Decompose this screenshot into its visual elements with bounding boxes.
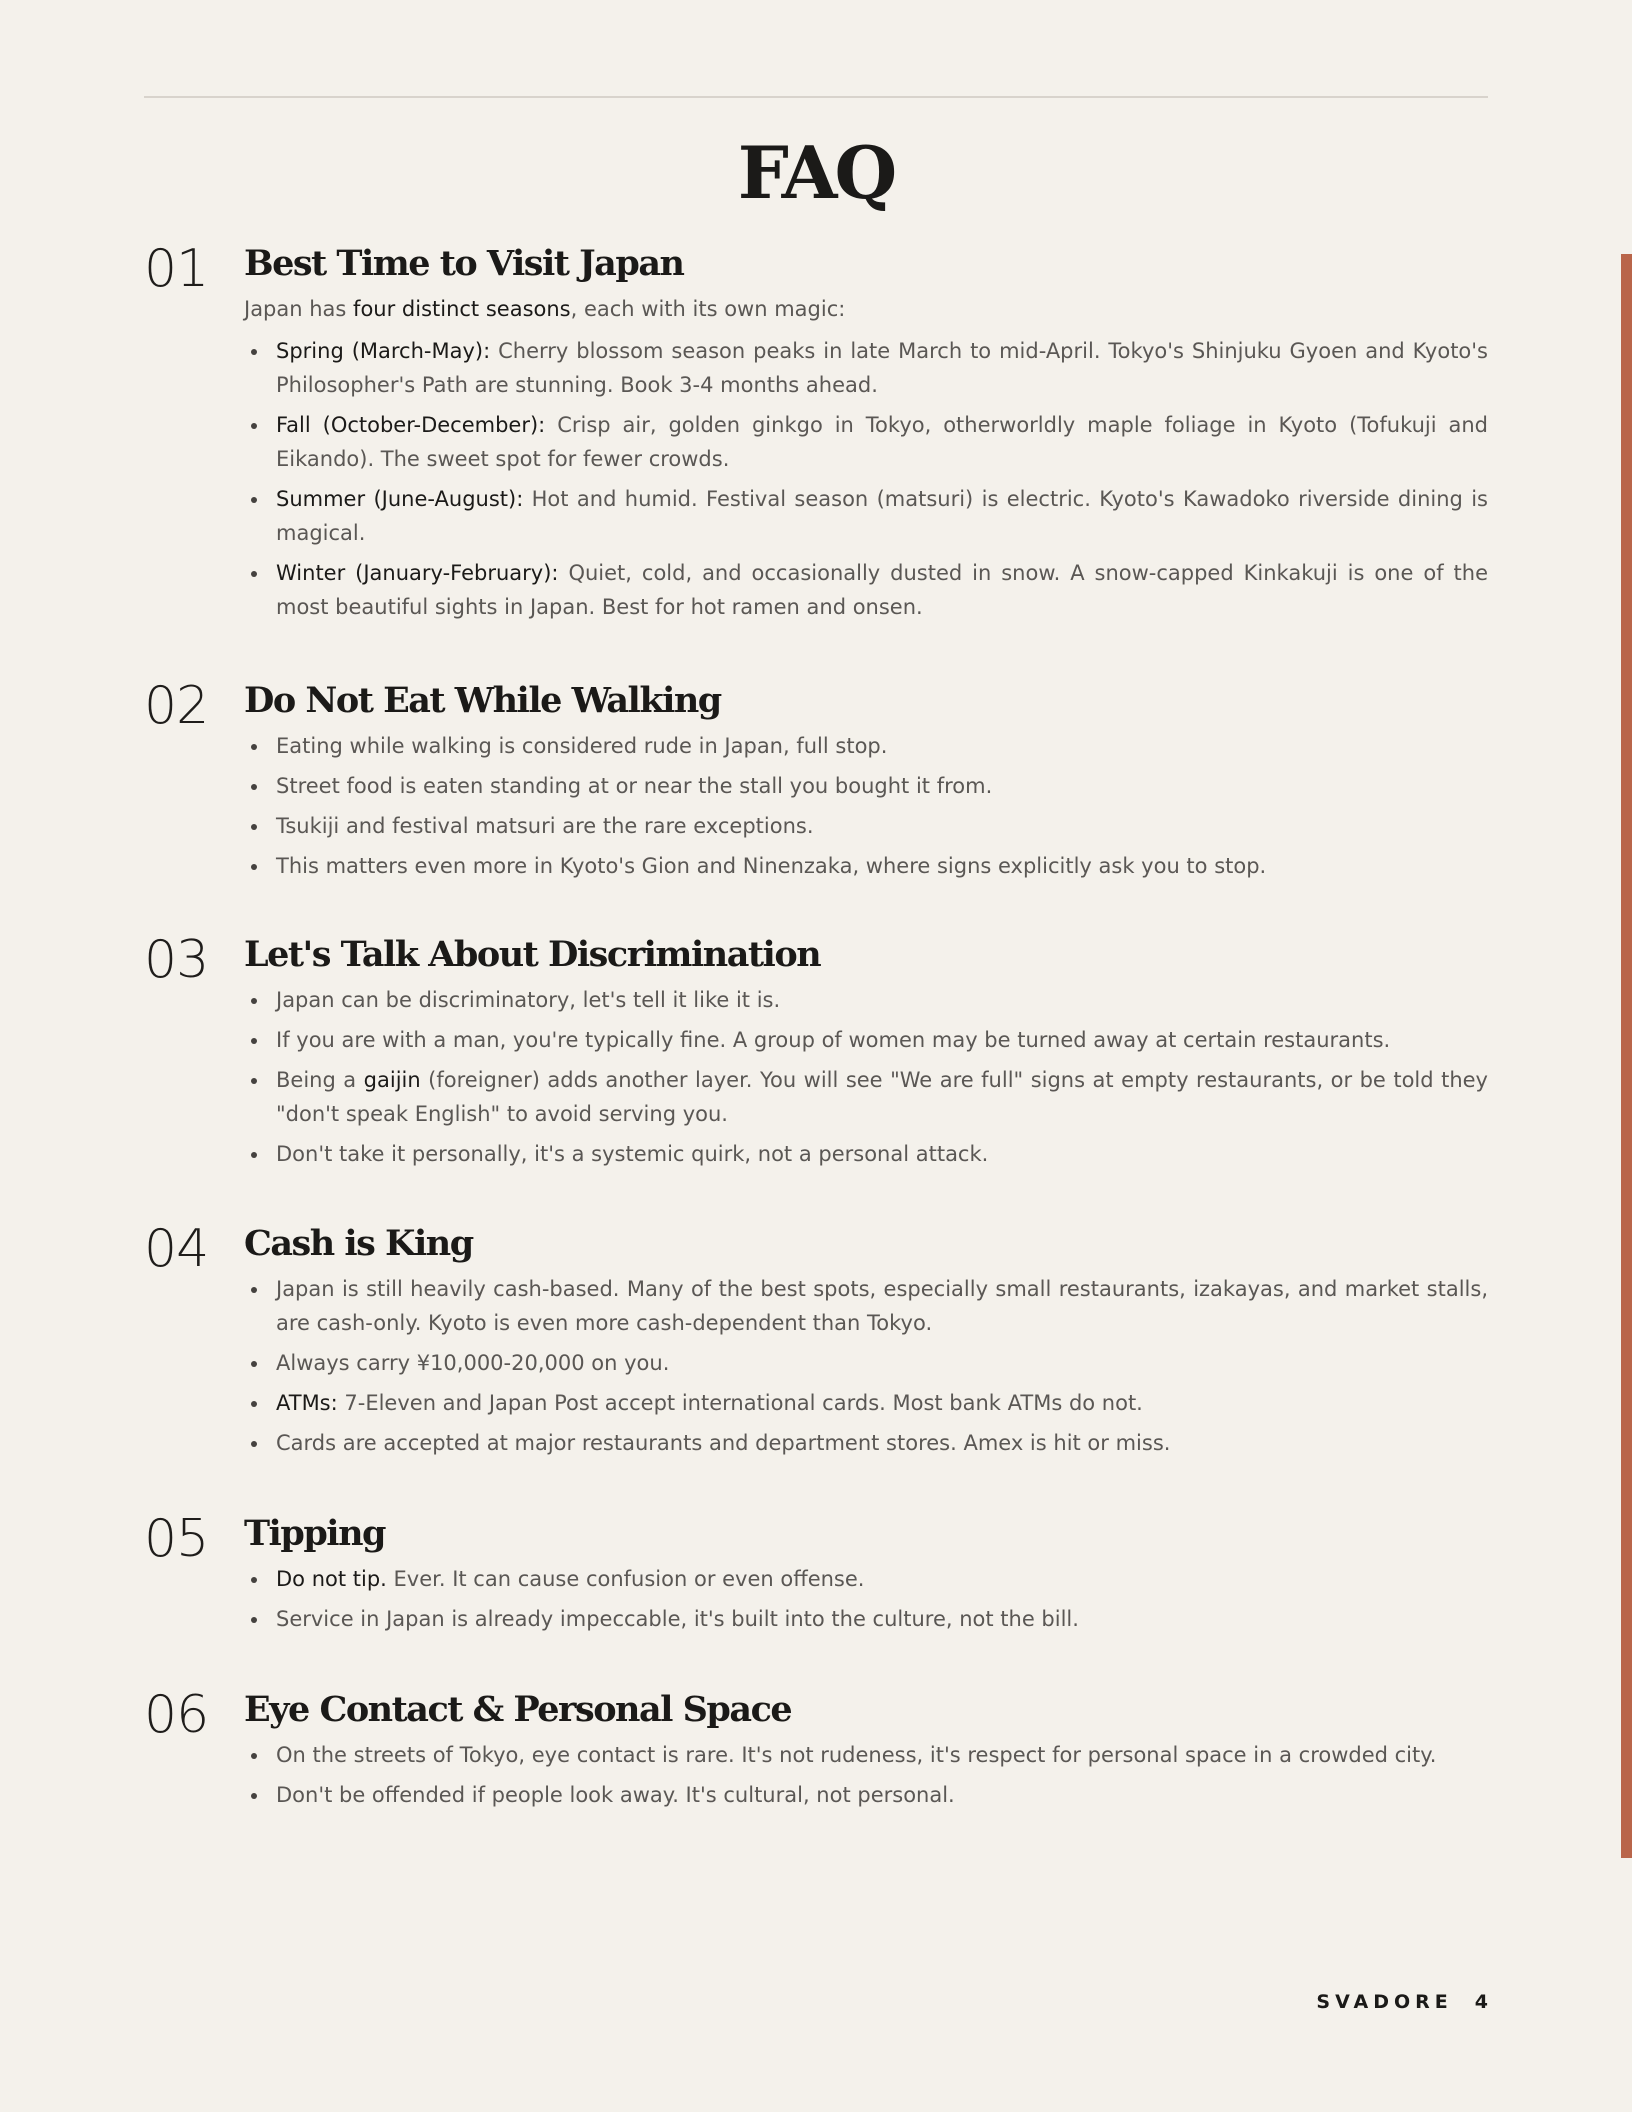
list-item: Eating while walking is considered rude in Japan, full stop. [244, 729, 1488, 763]
list-item: This matters even more in Kyoto's Gion and Ninenzaka, where signs explicitly ask you to stop. [244, 849, 1488, 883]
page-number: 4 [1474, 1991, 1488, 2013]
section-heading: Do Not Eat While Walking [244, 680, 721, 721]
section-heading: Best Time to Visit Japan [244, 243, 684, 284]
section-number: 05 [144, 1509, 209, 1569]
list-item [244, 334, 1488, 402]
item-text: Ever. It can cause confusion or even offense. [386, 1567, 865, 1591]
list-item: Street food is eaten standing at or near the stall you bought it from. [244, 769, 1488, 803]
section-content [244, 931, 1488, 1177]
section-intro [244, 292, 1488, 326]
item-text: Hot and humid. Festival season (matsuri) is electric. Kyoto's Kawadoko riverside dining is magical. [276, 487, 1488, 545]
section-heading: Let's Talk About Discrimination [244, 934, 821, 975]
item-text: Cherry blossom season peaks in late March to mid-April. Tokyo's Shinjuku Gyoen and Kyoto's Philosopher's Path are stunning. Book 3-4 months ahead. [276, 339, 1488, 397]
bullet-list [244, 1272, 1488, 1460]
intro-emphasis: four distinct seasons [353, 297, 571, 321]
list-item: Japan is still heavily cash-based. Many of the best spots, especially small restaurants, izakayas, and market stalls, are cash-only. Kyoto is even more cash-dependent than Tokyo. [244, 1272, 1488, 1340]
list-item: Always carry ¥10,000-20,000 on you. [244, 1346, 1488, 1380]
page-title: FAQ [737, 130, 895, 215]
section-content [244, 1510, 1488, 1642]
list-item: Japan can be discriminatory, let's tell it like it is. [244, 983, 1488, 1017]
list-item [244, 482, 1488, 550]
section-number: 01 [144, 239, 209, 299]
section-number: 06 [144, 1685, 209, 1745]
section-number: 02 [144, 676, 209, 736]
item-emphasis: gaijin [363, 1068, 421, 1092]
item-text: 7-Eleven and Japan Post accept international cards. Most bank ATMs do not. [337, 1391, 1143, 1415]
top-divider [144, 96, 1488, 98]
item-label: Summer (June-August): [276, 487, 524, 511]
footer-brand: SVADORE [1316, 1991, 1453, 2013]
list-item: Don't be offended if people look away. It's cultural, not personal. [244, 1778, 1488, 1812]
item-text: Quiet, cold, and occasionally dusted in snow. A snow-capped Kinkakuji is one of the most beautiful sights in Japan. Best for hot ramen and onsen. [276, 561, 1488, 619]
list-item: On the streets of Tokyo, eye contact is rare. It's not rudeness, it's respect for personal space in a crowded city. [244, 1738, 1488, 1772]
list-item [244, 556, 1488, 624]
list-item: Service in Japan is already impeccable, it's built into the culture, not the bill. [244, 1602, 1488, 1636]
list-item: If you are with a man, you're typically fine. A group of women may be turned away at certain restaurants. [244, 1023, 1488, 1057]
item-label: Winter (January-February): [276, 561, 559, 585]
section-content [244, 677, 1488, 889]
item-label: ATMs: [276, 1391, 338, 1415]
list-item [244, 408, 1488, 476]
list-item [244, 1562, 1488, 1596]
intro-text: , each with its own magic: [570, 297, 846, 321]
item-label: Spring (March-May): [276, 339, 491, 363]
list-item [244, 1386, 1488, 1420]
bullet-list [244, 983, 1488, 1171]
list-item [244, 1063, 1488, 1131]
bullet-list [244, 334, 1488, 624]
item-text: Crisp air, golden ginkgo in Tokyo, otherworldly maple foliage in Kyoto (Tofukuji and Eikando). The sweet spot for fewer crowds. [276, 413, 1489, 471]
bullet-list [244, 729, 1488, 883]
section-content [244, 1220, 1488, 1466]
bullet-list [244, 1738, 1488, 1812]
item-text: (foreigner) adds another layer. You will see "We are full" signs at empty restaurants, or be told they "don't speak English" to avoid serving you. [276, 1068, 1488, 1126]
list-item: Tsukiji and festival matsuri are the rare exceptions. [244, 809, 1488, 843]
intro-text: Japan has [244, 297, 354, 321]
page-footer [1316, 1988, 1488, 2016]
section-heading: Cash is King [244, 1223, 473, 1264]
list-item: Don't take it personally, it's a systemic quirk, not a personal attack. [244, 1137, 1488, 1171]
section-number: 04 [144, 1219, 209, 1279]
section-heading: Eye Contact & Personal Space [244, 1689, 792, 1730]
bullet-list [244, 1562, 1488, 1636]
item-label: Fall (October-December): [276, 413, 546, 437]
section-heading: Tipping [244, 1513, 386, 1554]
accent-bar [1621, 254, 1632, 1858]
list-item: Cards are accepted at major restaurants and department stores. Amex is hit or miss. [244, 1426, 1488, 1460]
section-number: 03 [144, 930, 209, 990]
item-label: Do not tip. [276, 1567, 387, 1591]
section-content [244, 240, 1488, 630]
section-content [244, 1686, 1488, 1818]
item-text: Being a [276, 1068, 364, 1092]
